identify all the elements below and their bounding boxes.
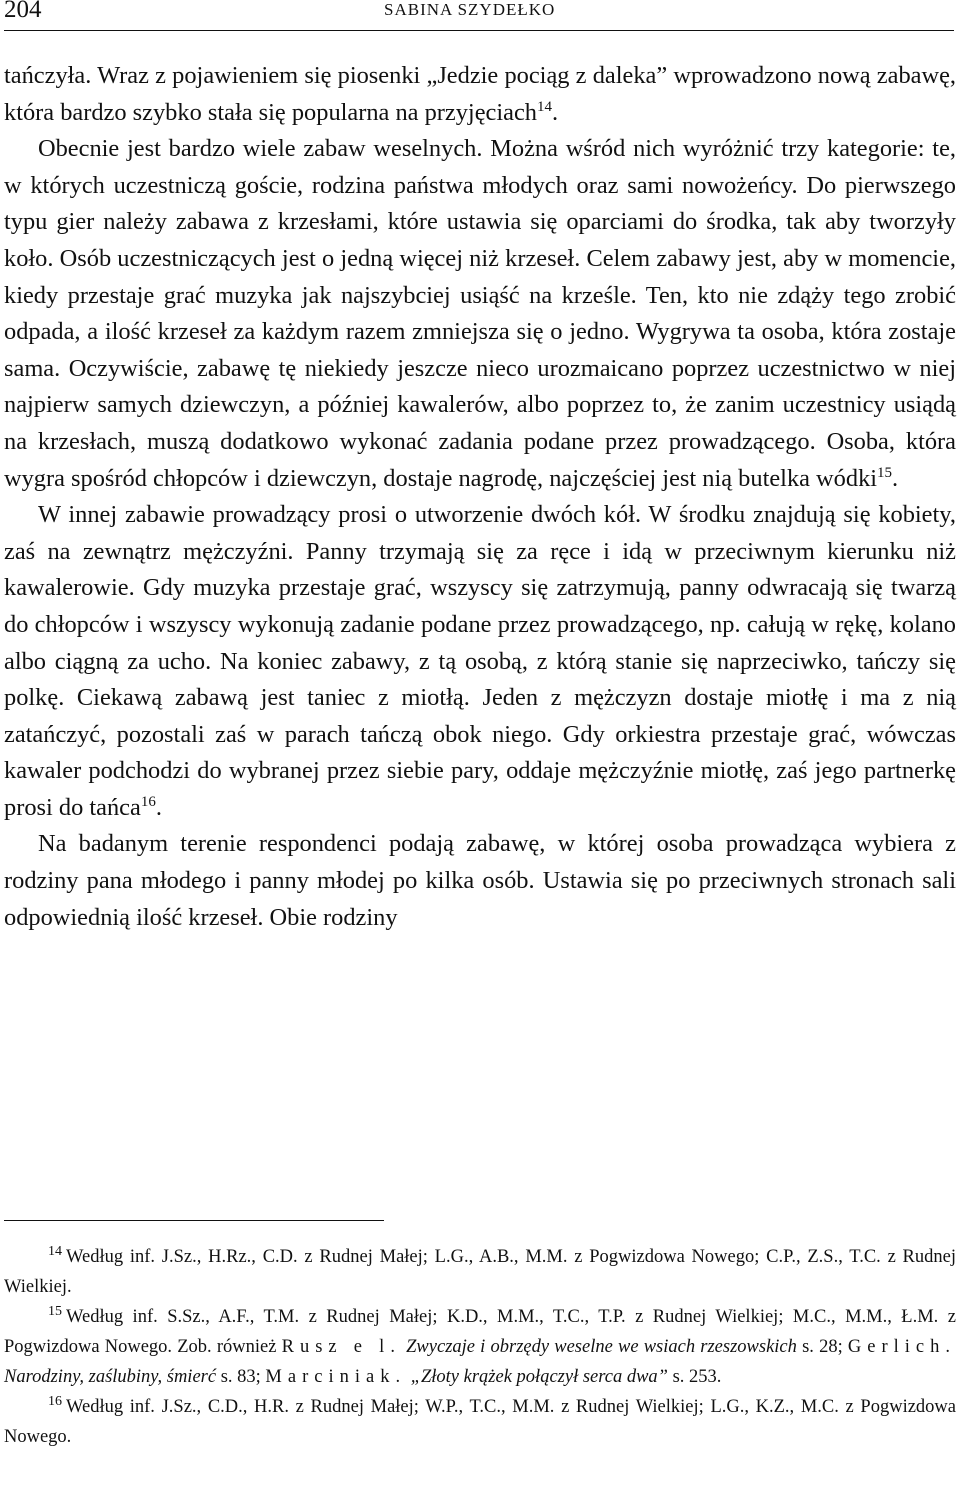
cited-title: Narodziny, zaślubiny, śmierć: [4, 1367, 217, 1387]
paragraph-2: [4, 131, 956, 497]
footnote-text: Według inf. J.Sz., C.D., H.R. z Rudnej Małej; W.P., T.C., M.M. z Rudnej Wielkiej; L.G., K.Z., M.C. z Pogwizdowa Nowego.: [4, 1397, 956, 1447]
footnote-text: s. 253.: [667, 1367, 722, 1387]
footnote-14: [4, 1242, 956, 1302]
footnote-number: 15: [48, 1304, 62, 1319]
paragraph-3-end: .: [155, 793, 162, 821]
paragraph-2-text: Obecnie jest bardzo wiele zabaw weselnych. Można wśród nich wyróżnić trzy kategorie: te, w których uczestniczą goście, rodzina państwa młodych oraz sami nowożeńcy. Do pierwszego typu gier należy zabawa z krzesłami, które ustawia się oparciami do środka, tak aby tworzyły koło. Osób uczestniczących jest o jedną więcej niż krzeseł. Celem zabawy jest, aby w momencie, kiedy przestaje grać muzyka jak najszybciej usiąść na krześle. Ten, kto nie zdąży tego zrobić odpada, a ilość krzeseł za każdym razem zmniejsza się o jedno. Wygrywa ta osoba, która zostaje sama. Oczywiście, zabawę tę niekiedy jeszcze nieco urozmaicano poprzez uczestnictwo w niej najpierw samych dziewczyn, a później kawalerów, albo poprzez to, że zanim uczestnicy usiądą na krzesłach, muszą dodatkowo wykonać zadania podane przez prowadzącego. Osoba, która wygra spośród chłopców i dziewczyn, dostaje nagrodę, najczęściej jest nią butelka wódki: [4, 135, 956, 492]
footnotes: [4, 1242, 956, 1452]
paragraph-3-text: W innej zabawie prowadzący prosi o utworzenie dwóch kół. W środku znajdują się kobiety, zaś na zewnątrz mężczyźni. Panny trzymają się za ręce i idą w przeciwnym kierunku niż kawalerowie. Gdy muzyka przestaje grać, wszyscy się zatrzymują, panny odwracają się twarzą do chłopców i wszyscy wykonują zadanie podane przez prowadzącego, np. całują w rękę, kolano albo ciągną za ucho. Na koniec zabawy, z tą osobą, z którą stanie się naprzeciwko, tańczy się polkę. Ciekawą zabawą jest taniec z miotłą. Jeden z mężczyzn dostaje miotłę i ma z nią zatańczyć, pozostali zaś w parach tańczą obok niego. Gdy orkiestra przestaje grać, wówczas kawaler podchodzi do wybranej przez siebie pary, oddaje mężczyźnie miotłę, zaś jego partnerkę prosi do tańca: [4, 501, 956, 821]
cited-author: Gerlich.: [847, 1337, 957, 1357]
paragraph-1-end: .: [552, 98, 559, 126]
paragraph-1: [4, 58, 956, 131]
cited-author: Marciniak.: [265, 1367, 407, 1387]
footnote-15: [4, 1302, 956, 1392]
footnote-text: s. 83;: [216, 1367, 266, 1387]
footnote-text: Według inf. S.Sz., A.F., T.M. z Rudnej Małej; K.D., M.M., T.C., T.P. z Rudnej Wielkiej; M.C., M.M., Ł.M. z Pogwizdowa Nowego. Zob. również: [4, 1307, 956, 1357]
footnote-16: [4, 1392, 956, 1452]
footnote-ref-15[interactable]: 15: [877, 464, 893, 481]
footnote-ref-14[interactable]: 14: [537, 98, 552, 115]
paragraph-2-end: .: [892, 464, 899, 492]
body-text: [4, 58, 956, 936]
page-number: 204: [4, 0, 42, 23]
cited-author: Rusz e l.: [281, 1337, 401, 1357]
footnote-text: s. 28;: [796, 1337, 848, 1357]
footnote-number: 16: [48, 1394, 62, 1409]
paragraph-1-text: tańczyła. Wraz z pojawieniem się piosenki „Jedzie pociąg z daleka” wprowadzono nową zabawę, która bardzo szybko stała się popularna na przyjęciach: [4, 62, 956, 126]
footnote-number: 14: [48, 1244, 62, 1259]
running-head: SABINA SZYDEŁKO: [384, 0, 556, 19]
cited-title: Zwyczaje i obrzędy weselne we wsiach rzeszowskich: [406, 1337, 797, 1357]
paragraph-3: [4, 497, 956, 826]
footnote-text: Według inf. J.Sz., H.Rz., C.D. z Rudnej Małej; L.G., A.B., M.M. z Pogwizdowa Nowego; C.P., Z.S., T.C. z Rudnej Wielkiej.: [4, 1247, 956, 1297]
paragraph-4: Na badanym terenie respondenci podają zabawę, w której osoba prowadząca wybiera z rodziny pana młodego i panny młodej po kilka osób. Ustawia się po przeciwnych stronach sali odpowiednią ilość krzeseł. Obie rodziny: [4, 830, 956, 931]
page-header: [4, 0, 954, 31]
footnote-divider: [4, 1220, 384, 1221]
cited-title: „Złoty krążek połączył serca dwa”: [410, 1367, 668, 1387]
footnote-ref-16[interactable]: 16: [140, 793, 156, 810]
